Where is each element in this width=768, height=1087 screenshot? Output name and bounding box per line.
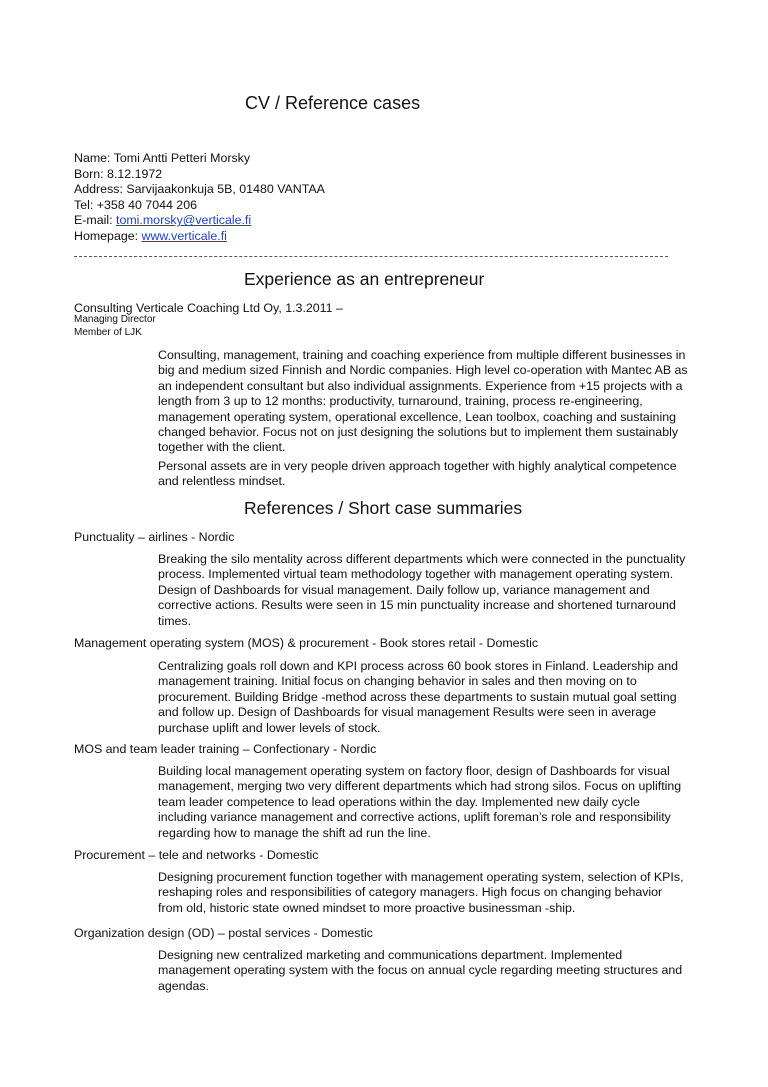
experience-description: Consulting, management, training and coaching experience from multiple different businesses in big and medium sized Finnish and Nordic companies. High level co-operation with Mantec AB as an independent consultant but also individual assignments. Experience from +15 projects with a length from 3 up to 12 months: productivity, turnaround, training, process re-engineering, management operating system, operational excellence, Lean toolbox, coaching and sustaining changed behavior. Focus not on just designing the solutions but to implement them sustainably together with the client.	[158, 348, 688, 455]
homepage-label: Homepage:	[74, 228, 142, 243]
homepage-link[interactable]: www.verticale.fi	[141, 228, 227, 243]
case-text-team-leader: Building local management operating system on factory floor, design of Dashboards for visual management, merging two very different departments which had strong silos. Focus on uplifting team leader competence to lead operations within the day. Implemented new daily cycle including variance management and corrective actions, uplift foreman’s role and responsibility regarding how to manage the shift ad run the line.	[158, 764, 682, 840]
experience-role: Managing Director	[74, 314, 156, 325]
section-divider	[74, 256, 668, 257]
case-title-procurement-tele: Procurement – tele and networks - Domestic	[74, 848, 319, 862]
case-text-procurement-tele: Designing procurement function together with management operating system, selection of KPIs, reshaping roles and responsibilities of category managers. High focus on changing behavior from old, historic state owned mindset to more proactive businessman -ship.	[158, 870, 684, 915]
references-heading: References / Short case summaries	[244, 498, 523, 518]
experience-company: Consulting Verticale Coaching Ltd Oy, 1.3.2011 –	[74, 301, 343, 315]
case-text-mos-procurement: Centralizing goals roll down and KPI process across 60 book stores in Finland. Leadership and management training. Initial focus on changing behavior in sales and then moving on to procurement. Building Bridge -method across these departments to sustain mutual goal setting and follow up. Design of Dashboards for visual management Results were seen in average purchase uplift and lower levels of stock.	[158, 659, 679, 735]
contact-born: Born: 8.12.1972	[74, 166, 163, 181]
case-title-team-leader: MOS and team leader training – Confectionary - Nordic	[74, 742, 377, 756]
contact-email-row	[74, 213, 325, 229]
experience-heading: Experience as an entrepreneur	[244, 269, 485, 289]
case-title-organization-design: Organization design (OD) – postal services - Domestic	[74, 926, 373, 940]
case-title-punctuality: Punctuality – airlines - Nordic	[74, 530, 235, 544]
experience-personal-assets: Personal assets are in very people driven approach together with highly analytical competence and relentless mindset.	[158, 459, 677, 489]
email-label: E-mail:	[74, 213, 116, 228]
document-title: CV / Reference cases	[245, 93, 421, 113]
case-text-organization-design: Designing new centralized marketing and communications department. Implemented management operating system with the focus on annual cycle regarding meeting structures and agendas.	[158, 948, 683, 993]
contact-tel: Tel: +358 40 7044 206	[74, 197, 197, 212]
contact-address: Address: Sarvijaakonkuja 5B, 01480 VANTAA	[74, 182, 325, 197]
contact-name: Name: Tomi Antti Petteri Morsky	[74, 151, 251, 165]
contact-homepage-row	[74, 229, 325, 245]
contact-block	[74, 151, 325, 245]
experience-membership: Member of LJK	[74, 327, 142, 338]
case-text-punctuality: Breaking the silo mentality across different departments which were connected in the punctuality process. Implemented virtual team methodology together with management operating system. Design of Dashboards for visual management. Daily follow up, variance management and corrective actions. Results were seen in 15 min punctuality increase and shortened turnaround times.	[158, 552, 686, 628]
case-title-mos-procurement: Management operating system (MOS) & procurement - Book stores retail - Domestic	[74, 636, 539, 650]
email-link[interactable]: tomi.morsky@verticale.fi	[116, 213, 252, 228]
